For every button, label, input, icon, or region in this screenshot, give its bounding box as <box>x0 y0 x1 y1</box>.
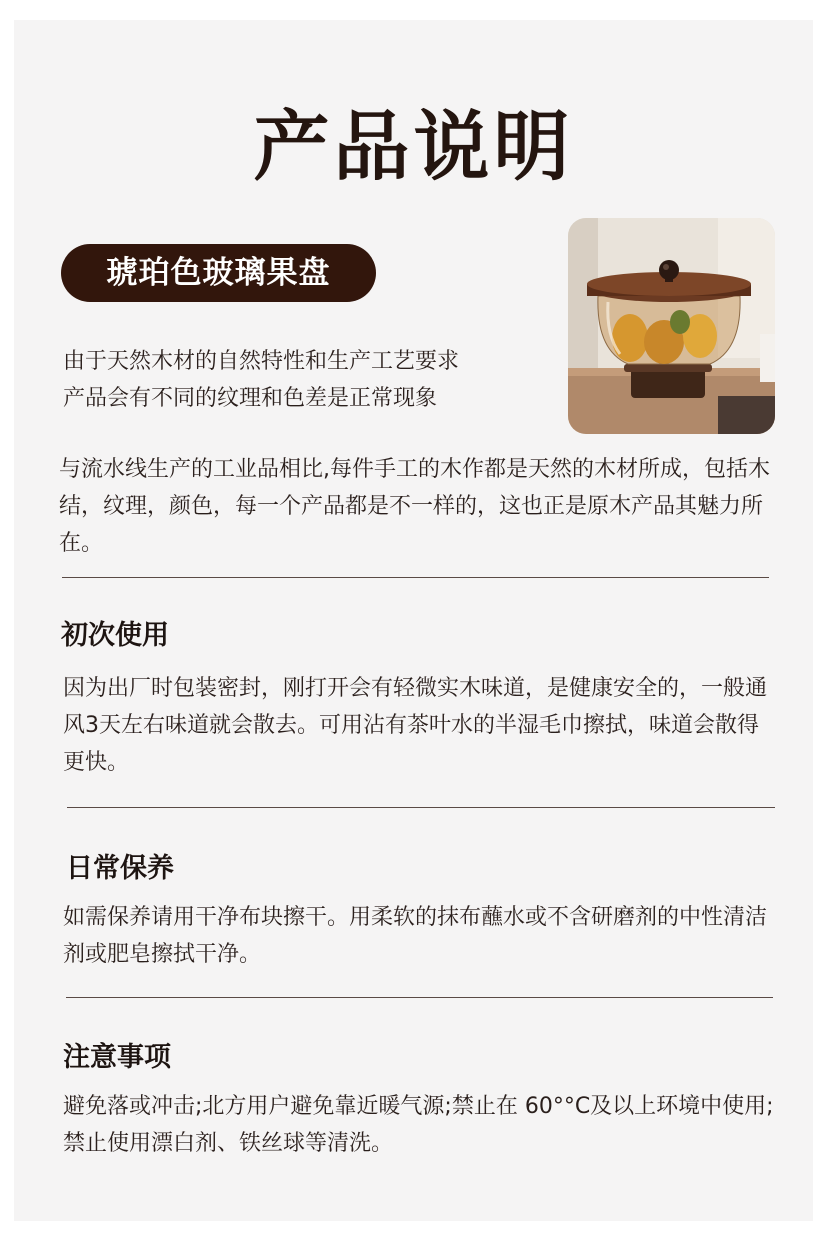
product-photo <box>568 218 775 434</box>
divider <box>62 577 769 578</box>
section-body-precautions: 避免落或冲击;北方用户避免靠近暖气源;禁止在 60°°C及以上环境中使用;禁止使用漂白剂、铁丝球等清洗。 <box>63 1094 774 1156</box>
intro-line: 由于天然木材的自然特性和生产工艺要求 <box>63 349 460 374</box>
glass-fruit-bowl-image <box>568 218 775 434</box>
product-description: 与流水线生产的工业品相比,每件手工的木作都是天然的木材所成，包括木结，纹理，颜色，每一个产品都是不一样的，这也正是原木产品其魅力所在。 <box>59 457 770 556</box>
section-heading-first-use: 初次使用 <box>61 620 169 651</box>
intro-line: 产品会有不同的纹理和色差是正常现象 <box>63 386 438 411</box>
product-name-badge: 琥珀色玻璃果盘 <box>61 244 376 302</box>
section-body-first-use: 因为出厂时包装密封，刚打开会有轻微实木味道，是健康安全的，一般通风3天左右味道就会散去。可用沾有茶叶水的半湿毛巾擦拭，味道会散得更快。 <box>63 676 768 775</box>
product-intro <box>63 343 543 417</box>
section-body-daily-care: 如需保养请用干净布块擦干。用柔软的抹布蘸水或不含研磨剂的中性清洁剂或肥皂擦拭干净。 <box>63 905 768 967</box>
page-title: 产品说明 <box>253 102 574 191</box>
divider <box>66 997 773 998</box>
section-heading-precautions: 注意事项 <box>63 1042 171 1073</box>
section-heading-daily-care: 日常保养 <box>66 853 174 884</box>
divider <box>67 807 775 808</box>
